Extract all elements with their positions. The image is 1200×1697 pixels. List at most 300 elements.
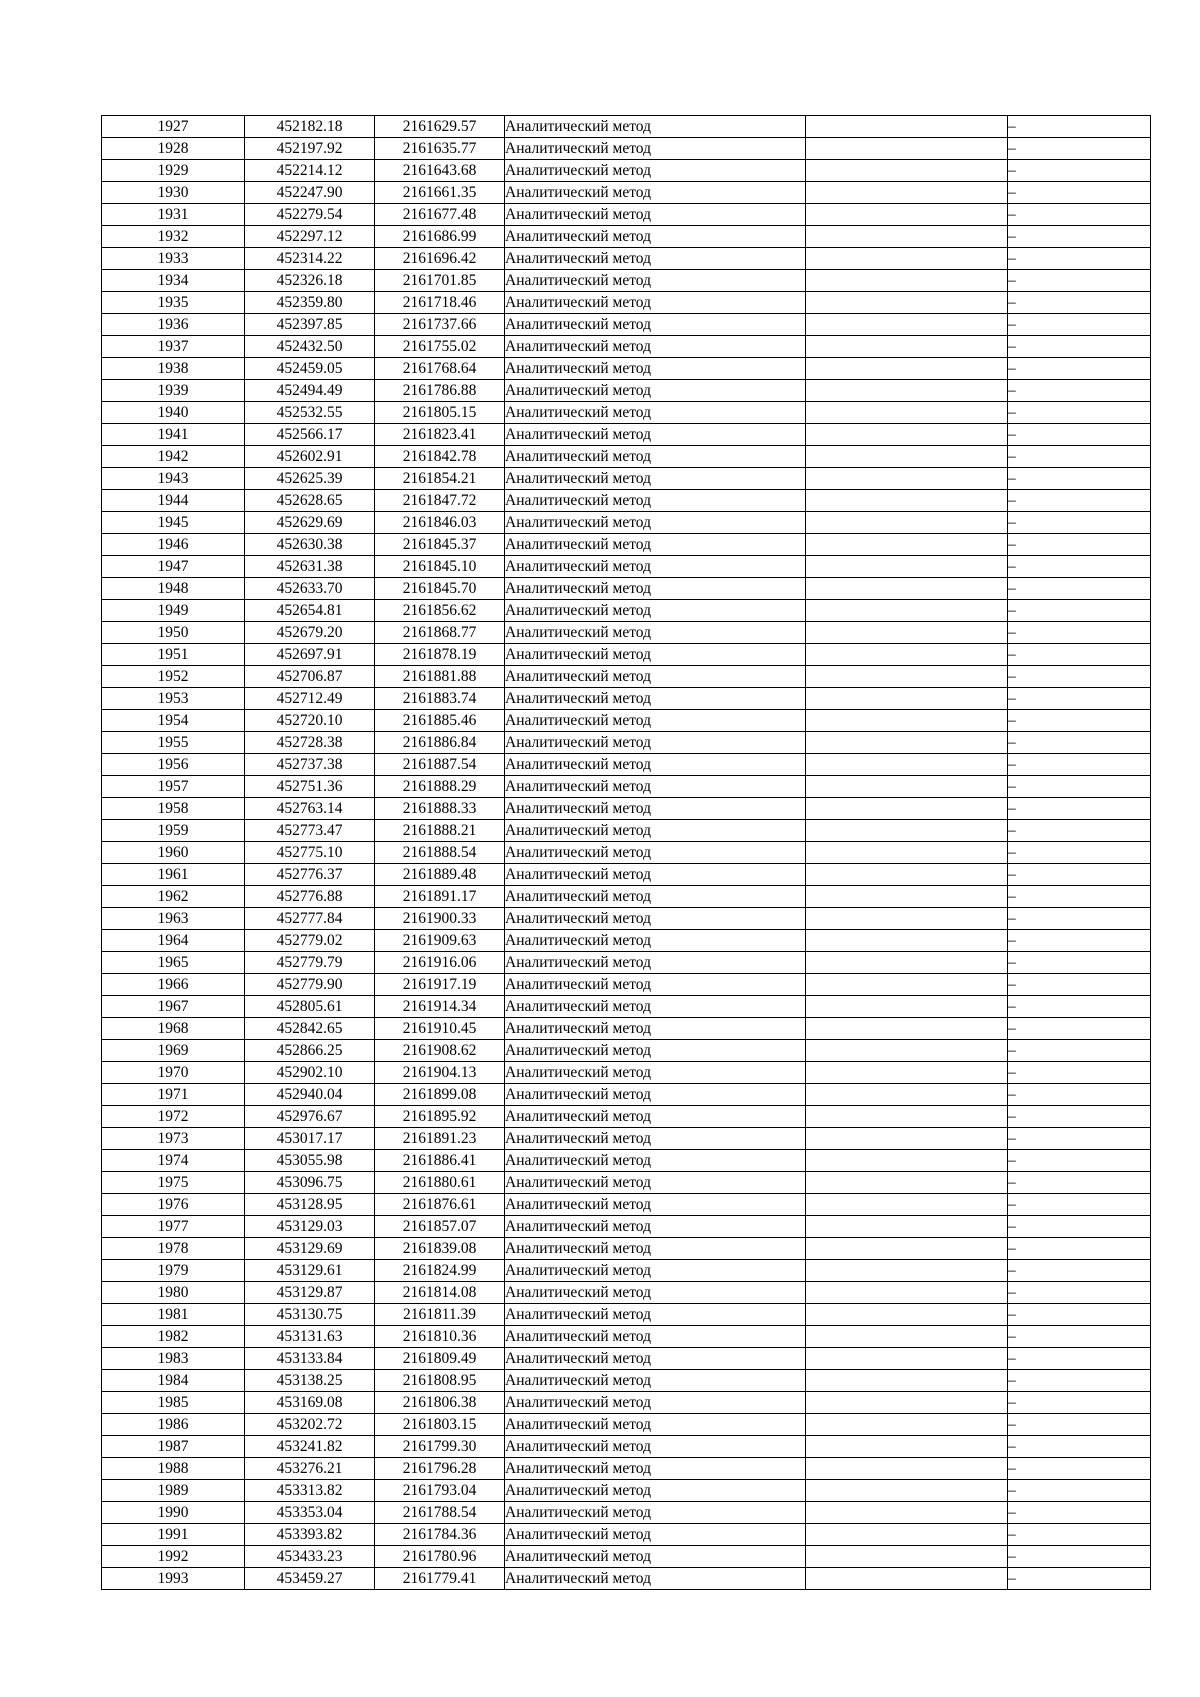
point-number-cell: 1972 [102, 1106, 245, 1128]
point-number-cell: 1946 [102, 534, 245, 556]
x-coordinate-cell: 452706.87 [245, 666, 375, 688]
dash-cell: – [1008, 1546, 1151, 1568]
point-number-cell: 1935 [102, 292, 245, 314]
method-cell: Аналитический метод [505, 1524, 806, 1546]
table-row [102, 1260, 1151, 1282]
point-number-cell: 1968 [102, 1018, 245, 1040]
point-number-cell: 1936 [102, 314, 245, 336]
x-coordinate-cell: 452940.04 [245, 1084, 375, 1106]
empty-cell [806, 1172, 1008, 1194]
method-cell: Аналитический метод [505, 512, 806, 534]
x-coordinate-cell: 452751.36 [245, 776, 375, 798]
point-number-cell: 1982 [102, 1326, 245, 1348]
dash-cell: – [1008, 798, 1151, 820]
point-number-cell: 1969 [102, 1040, 245, 1062]
x-coordinate-cell: 452359.80 [245, 292, 375, 314]
dash-cell: – [1008, 446, 1151, 468]
method-cell: Аналитический метод [505, 1480, 806, 1502]
y-coordinate-cell: 2161814.08 [375, 1282, 505, 1304]
empty-cell [806, 776, 1008, 798]
y-coordinate-cell: 2161635.77 [375, 138, 505, 160]
x-coordinate-cell: 453017.17 [245, 1128, 375, 1150]
method-cell: Аналитический метод [505, 380, 806, 402]
y-coordinate-cell: 2161788.54 [375, 1502, 505, 1524]
dash-cell: – [1008, 1238, 1151, 1260]
method-cell: Аналитический метод [505, 1392, 806, 1414]
point-number-cell: 1953 [102, 688, 245, 710]
y-coordinate-cell: 2161885.46 [375, 710, 505, 732]
point-number-cell: 1933 [102, 248, 245, 270]
y-coordinate-cell: 2161696.42 [375, 248, 505, 270]
method-cell: Аналитический метод [505, 776, 806, 798]
table-row [102, 1502, 1151, 1524]
empty-cell [806, 1260, 1008, 1282]
method-cell: Аналитический метод [505, 1018, 806, 1040]
y-coordinate-cell: 2161810.36 [375, 1326, 505, 1348]
empty-cell [806, 424, 1008, 446]
empty-cell [806, 974, 1008, 996]
dash-cell: – [1008, 1568, 1151, 1590]
empty-cell [806, 820, 1008, 842]
empty-cell [806, 886, 1008, 908]
method-cell: Аналитический метод [505, 270, 806, 292]
x-coordinate-cell: 453276.21 [245, 1458, 375, 1480]
table-row [102, 930, 1151, 952]
coordinates-table-body [102, 116, 1151, 1590]
empty-cell [806, 1502, 1008, 1524]
empty-cell [806, 798, 1008, 820]
dash-cell: – [1008, 1436, 1151, 1458]
method-cell: Аналитический метод [505, 930, 806, 952]
empty-cell [806, 1128, 1008, 1150]
y-coordinate-cell: 2161686.99 [375, 226, 505, 248]
dash-cell: – [1008, 1282, 1151, 1304]
x-coordinate-cell: 452625.39 [245, 468, 375, 490]
empty-cell [806, 1062, 1008, 1084]
table-row [102, 732, 1151, 754]
empty-cell [806, 490, 1008, 512]
dash-cell: – [1008, 248, 1151, 270]
method-cell: Аналитический метод [505, 556, 806, 578]
method-cell: Аналитический метод [505, 1172, 806, 1194]
table-row [102, 1062, 1151, 1084]
table-row [102, 314, 1151, 336]
point-number-cell: 1967 [102, 996, 245, 1018]
dash-cell: – [1008, 314, 1151, 336]
point-number-cell: 1978 [102, 1238, 245, 1260]
y-coordinate-cell: 2161768.64 [375, 358, 505, 380]
dash-cell: – [1008, 1128, 1151, 1150]
y-coordinate-cell: 2161888.33 [375, 798, 505, 820]
empty-cell [806, 1304, 1008, 1326]
dash-cell: – [1008, 1040, 1151, 1062]
point-number-cell: 1973 [102, 1128, 245, 1150]
y-coordinate-cell: 2161880.61 [375, 1172, 505, 1194]
point-number-cell: 1951 [102, 644, 245, 666]
x-coordinate-cell: 452633.70 [245, 578, 375, 600]
method-cell: Аналитический метод [505, 666, 806, 688]
table-row [102, 1370, 1151, 1392]
point-number-cell: 1945 [102, 512, 245, 534]
x-coordinate-cell: 452779.79 [245, 952, 375, 974]
dash-cell: – [1008, 1194, 1151, 1216]
x-coordinate-cell: 453433.23 [245, 1546, 375, 1568]
table-row [102, 512, 1151, 534]
dash-cell: – [1008, 622, 1151, 644]
method-cell: Аналитический метод [505, 490, 806, 512]
method-cell: Аналитический метод [505, 226, 806, 248]
dash-cell: – [1008, 1348, 1151, 1370]
empty-cell [806, 710, 1008, 732]
table-row [102, 1194, 1151, 1216]
method-cell: Аналитический метод [505, 622, 806, 644]
method-cell: Аналитический метод [505, 402, 806, 424]
x-coordinate-cell: 452397.85 [245, 314, 375, 336]
dash-cell: – [1008, 336, 1151, 358]
y-coordinate-cell: 2161786.88 [375, 380, 505, 402]
x-coordinate-cell: 453129.61 [245, 1260, 375, 1282]
y-coordinate-cell: 2161854.21 [375, 468, 505, 490]
x-coordinate-cell: 452712.49 [245, 688, 375, 710]
y-coordinate-cell: 2161737.66 [375, 314, 505, 336]
x-coordinate-cell: 452728.38 [245, 732, 375, 754]
point-number-cell: 1927 [102, 116, 245, 138]
empty-cell [806, 1546, 1008, 1568]
method-cell: Аналитический метод [505, 1216, 806, 1238]
empty-cell [806, 644, 1008, 666]
table-row [102, 556, 1151, 578]
point-number-cell: 1983 [102, 1348, 245, 1370]
table-row [102, 1084, 1151, 1106]
empty-cell [806, 996, 1008, 1018]
method-cell: Аналитический метод [505, 600, 806, 622]
y-coordinate-cell: 2161806.38 [375, 1392, 505, 1414]
y-coordinate-cell: 2161808.95 [375, 1370, 505, 1392]
table-row [102, 1172, 1151, 1194]
point-number-cell: 1941 [102, 424, 245, 446]
point-number-cell: 1942 [102, 446, 245, 468]
x-coordinate-cell: 452459.05 [245, 358, 375, 380]
y-coordinate-cell: 2161839.08 [375, 1238, 505, 1260]
dash-cell: – [1008, 160, 1151, 182]
method-cell: Аналитический метод [505, 446, 806, 468]
method-cell: Аналитический метод [505, 1348, 806, 1370]
empty-cell [806, 138, 1008, 160]
table-row [102, 710, 1151, 732]
method-cell: Аналитический метод [505, 1326, 806, 1348]
y-coordinate-cell: 2161857.07 [375, 1216, 505, 1238]
y-coordinate-cell: 2161803.15 [375, 1414, 505, 1436]
method-cell: Аналитический метод [505, 468, 806, 490]
point-number-cell: 1970 [102, 1062, 245, 1084]
empty-cell [806, 402, 1008, 424]
x-coordinate-cell: 452214.12 [245, 160, 375, 182]
table-row [102, 1106, 1151, 1128]
x-coordinate-cell: 453138.25 [245, 1370, 375, 1392]
method-cell: Аналитический метод [505, 1040, 806, 1062]
x-coordinate-cell: 452776.88 [245, 886, 375, 908]
dash-cell: – [1008, 688, 1151, 710]
point-number-cell: 1987 [102, 1436, 245, 1458]
empty-cell [806, 556, 1008, 578]
table-row [102, 908, 1151, 930]
point-number-cell: 1948 [102, 578, 245, 600]
method-cell: Аналитический метод [505, 1502, 806, 1524]
y-coordinate-cell: 2161718.46 [375, 292, 505, 314]
table-row [102, 468, 1151, 490]
method-cell: Аналитический метод [505, 1282, 806, 1304]
point-number-cell: 1947 [102, 556, 245, 578]
dash-cell: – [1008, 776, 1151, 798]
method-cell: Аналитический метод [505, 644, 806, 666]
dash-cell: – [1008, 1524, 1151, 1546]
y-coordinate-cell: 2161796.28 [375, 1458, 505, 1480]
table-row [102, 248, 1151, 270]
dash-cell: – [1008, 600, 1151, 622]
table-row [102, 1524, 1151, 1546]
method-cell: Аналитический метод [505, 292, 806, 314]
y-coordinate-cell: 2161889.48 [375, 864, 505, 886]
dash-cell: – [1008, 996, 1151, 1018]
method-cell: Аналитический метод [505, 160, 806, 182]
point-number-cell: 1966 [102, 974, 245, 996]
x-coordinate-cell: 453096.75 [245, 1172, 375, 1194]
method-cell: Аналитический метод [505, 336, 806, 358]
empty-cell [806, 1370, 1008, 1392]
y-coordinate-cell: 2161895.92 [375, 1106, 505, 1128]
x-coordinate-cell: 452775.10 [245, 842, 375, 864]
method-cell: Аналитический метод [505, 996, 806, 1018]
method-cell: Аналитический метод [505, 1194, 806, 1216]
table-row [102, 160, 1151, 182]
table-row [102, 138, 1151, 160]
point-number-cell: 1962 [102, 886, 245, 908]
method-cell: Аналитический метод [505, 424, 806, 446]
y-coordinate-cell: 2161886.41 [375, 1150, 505, 1172]
x-coordinate-cell: 452566.17 [245, 424, 375, 446]
point-number-cell: 1931 [102, 204, 245, 226]
dash-cell: – [1008, 358, 1151, 380]
x-coordinate-cell: 452773.47 [245, 820, 375, 842]
dash-cell: – [1008, 578, 1151, 600]
empty-cell [806, 116, 1008, 138]
x-coordinate-cell: 452779.02 [245, 930, 375, 952]
y-coordinate-cell: 2161677.48 [375, 204, 505, 226]
y-coordinate-cell: 2161916.06 [375, 952, 505, 974]
dash-cell: – [1008, 1260, 1151, 1282]
table-row [102, 1238, 1151, 1260]
point-number-cell: 1934 [102, 270, 245, 292]
dash-cell: – [1008, 1370, 1151, 1392]
x-coordinate-cell: 452532.55 [245, 402, 375, 424]
method-cell: Аналитический метод [505, 1414, 806, 1436]
x-coordinate-cell: 452297.12 [245, 226, 375, 248]
table-row [102, 424, 1151, 446]
dash-cell: – [1008, 842, 1151, 864]
x-coordinate-cell: 453129.03 [245, 1216, 375, 1238]
empty-cell [806, 600, 1008, 622]
x-coordinate-cell: 452631.38 [245, 556, 375, 578]
empty-cell [806, 1194, 1008, 1216]
y-coordinate-cell: 2161755.02 [375, 336, 505, 358]
table-row [102, 1018, 1151, 1040]
method-cell: Аналитический метод [505, 116, 806, 138]
point-number-cell: 1975 [102, 1172, 245, 1194]
dash-cell: – [1008, 204, 1151, 226]
y-coordinate-cell: 2161881.88 [375, 666, 505, 688]
method-cell: Аналитический метод [505, 1084, 806, 1106]
y-coordinate-cell: 2161701.85 [375, 270, 505, 292]
table-row [102, 226, 1151, 248]
y-coordinate-cell: 2161891.17 [375, 886, 505, 908]
point-number-cell: 1938 [102, 358, 245, 380]
empty-cell [806, 1568, 1008, 1590]
point-number-cell: 1974 [102, 1150, 245, 1172]
method-cell: Аналитический метод [505, 1568, 806, 1590]
empty-cell [806, 1348, 1008, 1370]
method-cell: Аналитический метод [505, 358, 806, 380]
y-coordinate-cell: 2161779.41 [375, 1568, 505, 1590]
dash-cell: – [1008, 424, 1151, 446]
method-cell: Аналитический метод [505, 1260, 806, 1282]
x-coordinate-cell: 452902.10 [245, 1062, 375, 1084]
x-coordinate-cell: 453128.95 [245, 1194, 375, 1216]
table-row [102, 336, 1151, 358]
point-number-cell: 1937 [102, 336, 245, 358]
point-number-cell: 1977 [102, 1216, 245, 1238]
table-row [102, 1128, 1151, 1150]
x-coordinate-cell: 452976.67 [245, 1106, 375, 1128]
y-coordinate-cell: 2161878.19 [375, 644, 505, 666]
point-number-cell: 1950 [102, 622, 245, 644]
empty-cell [806, 380, 1008, 402]
method-cell: Аналитический метод [505, 204, 806, 226]
empty-cell [806, 226, 1008, 248]
table-row [102, 996, 1151, 1018]
y-coordinate-cell: 2161899.08 [375, 1084, 505, 1106]
x-coordinate-cell: 452654.81 [245, 600, 375, 622]
empty-cell [806, 182, 1008, 204]
table-row [102, 1480, 1151, 1502]
dash-cell: – [1008, 754, 1151, 776]
empty-cell [806, 160, 1008, 182]
x-coordinate-cell: 452737.38 [245, 754, 375, 776]
point-number-cell: 1981 [102, 1304, 245, 1326]
point-number-cell: 1932 [102, 226, 245, 248]
dash-cell: – [1008, 974, 1151, 996]
method-cell: Аналитический метод [505, 842, 806, 864]
empty-cell [806, 292, 1008, 314]
dash-cell: – [1008, 732, 1151, 754]
table-row [102, 886, 1151, 908]
y-coordinate-cell: 2161876.61 [375, 1194, 505, 1216]
method-cell: Аналитический метод [505, 1150, 806, 1172]
y-coordinate-cell: 2161845.70 [375, 578, 505, 600]
dash-cell: – [1008, 556, 1151, 578]
dash-cell: – [1008, 512, 1151, 534]
empty-cell [806, 314, 1008, 336]
y-coordinate-cell: 2161888.29 [375, 776, 505, 798]
empty-cell [806, 1392, 1008, 1414]
y-coordinate-cell: 2161784.36 [375, 1524, 505, 1546]
method-cell: Аналитический метод [505, 1370, 806, 1392]
empty-cell [806, 578, 1008, 600]
y-coordinate-cell: 2161886.84 [375, 732, 505, 754]
x-coordinate-cell: 452279.54 [245, 204, 375, 226]
y-coordinate-cell: 2161845.37 [375, 534, 505, 556]
dash-cell: – [1008, 534, 1151, 556]
empty-cell [806, 1282, 1008, 1304]
point-number-cell: 1944 [102, 490, 245, 512]
x-coordinate-cell: 453131.63 [245, 1326, 375, 1348]
table-row [102, 1458, 1151, 1480]
point-number-cell: 1980 [102, 1282, 245, 1304]
empty-cell [806, 1326, 1008, 1348]
y-coordinate-cell: 2161900.33 [375, 908, 505, 930]
point-number-cell: 1949 [102, 600, 245, 622]
point-number-cell: 1956 [102, 754, 245, 776]
point-number-cell: 1986 [102, 1414, 245, 1436]
method-cell: Аналитический метод [505, 138, 806, 160]
x-coordinate-cell: 453133.84 [245, 1348, 375, 1370]
dash-cell: – [1008, 710, 1151, 732]
table-row [102, 864, 1151, 886]
point-number-cell: 1952 [102, 666, 245, 688]
empty-cell [806, 666, 1008, 688]
y-coordinate-cell: 2161845.10 [375, 556, 505, 578]
method-cell: Аналитический метод [505, 754, 806, 776]
table-row [102, 292, 1151, 314]
x-coordinate-cell: 452697.91 [245, 644, 375, 666]
point-number-cell: 1988 [102, 1458, 245, 1480]
x-coordinate-cell: 453169.08 [245, 1392, 375, 1414]
dash-cell: – [1008, 1062, 1151, 1084]
x-coordinate-cell: 453129.87 [245, 1282, 375, 1304]
method-cell: Аналитический метод [505, 798, 806, 820]
dash-cell: – [1008, 1150, 1151, 1172]
table-row [102, 952, 1151, 974]
table-row [102, 776, 1151, 798]
method-cell: Аналитический метод [505, 1238, 806, 1260]
empty-cell [806, 468, 1008, 490]
y-coordinate-cell: 2161799.30 [375, 1436, 505, 1458]
point-number-cell: 1960 [102, 842, 245, 864]
point-number-cell: 1963 [102, 908, 245, 930]
dash-cell: – [1008, 930, 1151, 952]
table-row [102, 358, 1151, 380]
y-coordinate-cell: 2161910.45 [375, 1018, 505, 1040]
dash-cell: – [1008, 226, 1151, 248]
x-coordinate-cell: 452326.18 [245, 270, 375, 292]
x-coordinate-cell: 452629.69 [245, 512, 375, 534]
empty-cell [806, 204, 1008, 226]
point-number-cell: 1958 [102, 798, 245, 820]
dash-cell: – [1008, 1480, 1151, 1502]
empty-cell [806, 1150, 1008, 1172]
y-coordinate-cell: 2161891.23 [375, 1128, 505, 1150]
dash-cell: – [1008, 820, 1151, 842]
point-number-cell: 1930 [102, 182, 245, 204]
empty-cell [806, 1238, 1008, 1260]
dash-cell: – [1008, 138, 1151, 160]
point-number-cell: 1943 [102, 468, 245, 490]
empty-cell [806, 1436, 1008, 1458]
y-coordinate-cell: 2161823.41 [375, 424, 505, 446]
empty-cell [806, 1216, 1008, 1238]
table-row [102, 666, 1151, 688]
y-coordinate-cell: 2161904.13 [375, 1062, 505, 1084]
table-row [102, 380, 1151, 402]
